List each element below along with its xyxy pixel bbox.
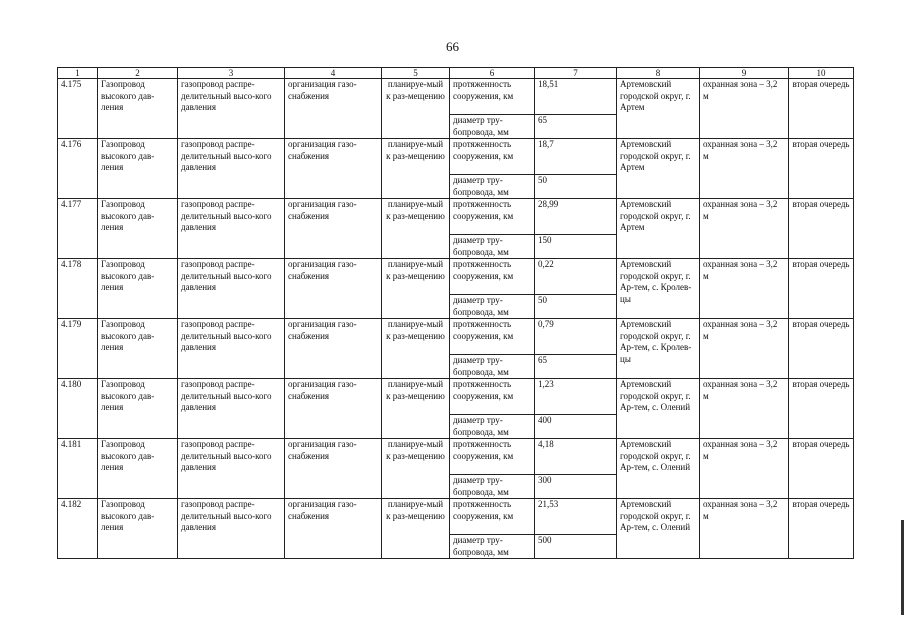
facilities-table [57, 67, 854, 559]
diameter-value: 50 [535, 295, 617, 319]
param-label-length: протяженность сооружения, км [450, 259, 535, 295]
param-label-diameter: диаметр тру-бопровода, мм [450, 175, 535, 199]
column-header: 1 [58, 68, 98, 79]
length-value: 21,53 [535, 499, 617, 535]
diameter-value: 300 [535, 475, 617, 499]
scan-edge-mark [901, 520, 904, 615]
table-row [58, 79, 854, 115]
construction-stage: вторая очередь [789, 499, 854, 559]
diameter-value: 500 [535, 535, 617, 559]
table-row [58, 199, 854, 235]
length-value: 28,99 [535, 199, 617, 235]
param-label-diameter: диаметр тру-бопровода, мм [450, 235, 535, 259]
table-row [58, 499, 854, 535]
diameter-value: 65 [535, 355, 617, 379]
facility-owner: организация газо-снабжения [285, 79, 382, 139]
facility-owner: организация газо-снабжения [285, 259, 382, 319]
construction-stage: вторая очередь [789, 259, 854, 319]
facility-location: Артемовский городской округ, г. Артем [617, 199, 700, 259]
param-label-length: протяженность сооружения, км [450, 379, 535, 415]
column-header: 4 [285, 68, 382, 79]
facility-purpose: газопровод распре-делительный высо-кого давления [178, 499, 285, 559]
length-value: 0,22 [535, 259, 617, 295]
param-label-diameter: диаметр тру-бопровода, мм [450, 415, 535, 439]
table-row [58, 259, 854, 295]
row-number: 4.177 [58, 199, 98, 259]
length-value: 18,51 [535, 79, 617, 115]
facility-purpose: газопровод распре-делительный высо-кого давления [178, 319, 285, 379]
facility-owner: организация газо-снабжения [285, 439, 382, 499]
facility-name: Газопровод высокого дав-ления [98, 139, 178, 199]
facility-location: Артемовский городской округ, г. Ар-тем, с. Олений [617, 439, 700, 499]
protection-zone: охранная зона – 3,2 м [700, 499, 789, 559]
column-header: 9 [700, 68, 789, 79]
facility-purpose: газопровод распре-делительный высо-кого давления [178, 79, 285, 139]
param-label-diameter: диаметр тру-бопровода, мм [450, 475, 535, 499]
diameter-value: 50 [535, 175, 617, 199]
param-label-length: протяженность сооружения, км [450, 199, 535, 235]
facility-purpose: газопровод распре-делительный высо-кого давления [178, 259, 285, 319]
column-header: 5 [382, 68, 450, 79]
facility-owner: организация газо-снабжения [285, 499, 382, 559]
length-value: 1,23 [535, 379, 617, 415]
diameter-value: 400 [535, 415, 617, 439]
row-number: 4.179 [58, 319, 98, 379]
facility-name: Газопровод высокого дав-ления [98, 499, 178, 559]
protection-zone: охранная зона – 3,2 м [700, 319, 789, 379]
page-number: 66 [446, 39, 459, 54]
param-label-diameter: диаметр тру-бопровода, мм [450, 115, 535, 139]
facility-location: Артемовский городской округ, г. Артем [617, 139, 700, 199]
facility-name: Газопровод высокого дав-ления [98, 259, 178, 319]
facility-name: Газопровод высокого дав-ления [98, 199, 178, 259]
protection-zone: охранная зона – 3,2 м [700, 79, 789, 139]
diameter-value: 65 [535, 115, 617, 139]
construction-stage: вторая очередь [789, 199, 854, 259]
param-label-diameter: диаметр тру-бопровода, мм [450, 535, 535, 559]
facility-name: Газопровод высокого дав-ления [98, 79, 178, 139]
row-number: 4.176 [58, 139, 98, 199]
param-label-length: протяженность сооружения, км [450, 79, 535, 115]
facility-name: Газопровод высокого дав-ления [98, 439, 178, 499]
param-label-diameter: диаметр тру-бопровода, мм [450, 355, 535, 379]
facility-owner: организация газо-снабжения [285, 199, 382, 259]
facility-status: планируе-мый к раз-мещению [382, 139, 450, 199]
construction-stage: вторая очередь [789, 439, 854, 499]
facility-location: Артемовский городской округ, г. Ар-тем, с. Кролев-цы [617, 319, 700, 379]
row-number: 4.180 [58, 379, 98, 439]
facility-purpose: газопровод распре-делительный высо-кого давления [178, 199, 285, 259]
length-value: 4,18 [535, 439, 617, 475]
table-body [58, 79, 854, 559]
param-label-length: протяженность сооружения, км [450, 439, 535, 475]
facility-owner: организация газо-снабжения [285, 319, 382, 379]
length-value: 0,79 [535, 319, 617, 355]
row-number: 4.175 [58, 79, 98, 139]
facility-owner: организация газо-снабжения [285, 139, 382, 199]
protection-zone: охранная зона – 3,2 м [700, 199, 789, 259]
column-number-row [58, 68, 854, 79]
protection-zone: охранная зона – 3,2 м [700, 439, 789, 499]
param-label-length: протяженность сооружения, км [450, 139, 535, 175]
facility-status: планируе-мый к раз-мещению [382, 199, 450, 259]
diameter-value: 150 [535, 235, 617, 259]
facility-status: планируе-мый к раз-мещению [382, 259, 450, 319]
column-header: 7 [535, 68, 617, 79]
facility-status: планируе-мый к раз-мещению [382, 319, 450, 379]
length-value: 18,7 [535, 139, 617, 175]
column-header: 6 [450, 68, 535, 79]
table-row [58, 379, 854, 415]
param-label-length: протяженность сооружения, км [450, 499, 535, 535]
param-label-length: протяженность сооружения, км [450, 319, 535, 355]
param-label-diameter: диаметр тру-бопровода, мм [450, 295, 535, 319]
facility-status: планируе-мый к раз-мещению [382, 379, 450, 439]
row-number: 4.178 [58, 259, 98, 319]
facility-location: Артемовский городской округ, г. Ар-тем, с. Олений [617, 499, 700, 559]
facility-status: планируе-мый к раз-мещению [382, 499, 450, 559]
facility-name: Газопровод высокого дав-ления [98, 379, 178, 439]
construction-stage: вторая очередь [789, 79, 854, 139]
column-header: 2 [98, 68, 178, 79]
facility-status: планируе-мый к раз-мещению [382, 439, 450, 499]
construction-stage: вторая очередь [789, 319, 854, 379]
row-number: 4.181 [58, 439, 98, 499]
protection-zone: охранная зона – 3,2 м [700, 259, 789, 319]
facility-location: Артемовский городской округ, г. Артем [617, 79, 700, 139]
facility-location: Артемовский городской округ, г. Ар-тем, с. Кролев-цы [617, 259, 700, 319]
construction-stage: вторая очередь [789, 379, 854, 439]
facility-location: Артемовский городской округ, г. Ар-тем, с. Олений [617, 379, 700, 439]
facility-name: Газопровод высокого дав-ления [98, 319, 178, 379]
facility-status: планируе-мый к раз-мещению [382, 79, 450, 139]
column-header: 8 [617, 68, 700, 79]
facility-purpose: газопровод распре-делительный высо-кого давления [178, 379, 285, 439]
facility-purpose: газопровод распре-делительный высо-кого давления [178, 439, 285, 499]
facility-purpose: газопровод распре-делительный высо-кого давления [178, 139, 285, 199]
table-row [58, 439, 854, 475]
column-header: 3 [178, 68, 285, 79]
table-row [58, 139, 854, 175]
column-header: 10 [789, 68, 854, 79]
row-number: 4.182 [58, 499, 98, 559]
protection-zone: охранная зона – 3,2 м [700, 139, 789, 199]
protection-zone: охранная зона – 3,2 м [700, 379, 789, 439]
construction-stage: вторая очередь [789, 139, 854, 199]
facility-owner: организация газо-снабжения [285, 379, 382, 439]
table-row [58, 319, 854, 355]
